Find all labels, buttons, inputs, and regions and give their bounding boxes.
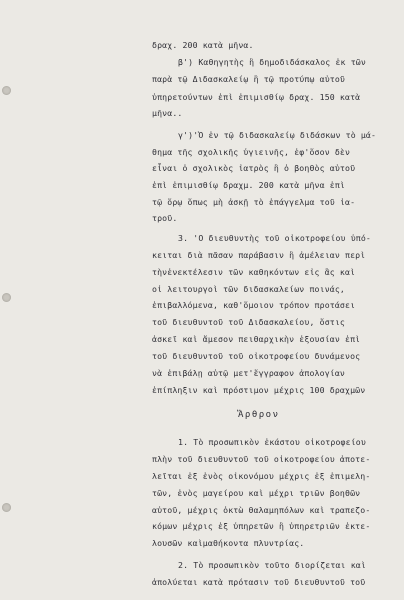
text-line: εἶναι ὁ σχολικὸς ἰατρὸς ἢ ὁ βοηθὸς αὐτοῦ [152,163,356,173]
text-line: τοῦ διευθυντοῦ τοῦ οἰκοτροφείου δυνάμενος [152,351,361,361]
punch-hole [2,86,11,95]
text-line: ὑπηρετούντων ἐπὶ ἐπιμισθίῳ δραχ. 150 κατὰ [152,92,361,102]
text-line: 3. 'Ο διευθυντὴς τοῦ οἰκοτροφείου ὑπό- [178,233,372,243]
text-line: νὰ ἐπιβάλῃ αὐτῷ μετ'ἔγγραφον ἀπολογίαν [152,368,346,378]
text-line: ἐπίπληξιν καὶ πρόστιμον μέχρις 100 δραχμῶν [152,385,366,395]
text-line: γ')'Ὁ ἐν τῷ διδασκαλείῳ διδάσκων τὸ μά- [178,130,377,140]
text-line: παρὰ τῷ Διδασκαλείῳ ἢ τῷ προτύπῳ αὐτοῦ [152,74,346,84]
text-line: δραχ. 200 κατὰ μῆνα. [152,40,254,50]
text-line: ἀπολύεται κατὰ πρότασιν τοῦ διευθυντοῦ τοῦ [152,577,366,587]
punch-hole [2,503,11,512]
text-line: β') Καθηγητὴς ἢ δημοδιδάσκαλος ἐκ τῶν [178,57,366,67]
text-line: μῆνα.. [152,108,183,118]
punch-hole [2,293,11,302]
text-line: οἱ λειτουργοὶ τῶν διδασκαλείων ποινάς, [152,284,346,294]
text-line: ἀσκεῖ καὶ ἄμεσον πειθαρχικὴν ἐξουσίαν ἐπὶ [152,334,361,344]
text-line: τὴνἐνεκτέλεσιν τῶν καθηκόντων εἰς ἃς καὶ [152,267,356,277]
text-line: τροῦ. [152,213,178,223]
text-line: ἐπὶ ἐπιμισθίῳ δραχμ. 200 κατὰ μῆνα ἐπὶ [152,180,346,190]
text-line: 2. Τὸ προσωπικὸν τοῦτο διορίζεται καὶ [178,560,366,570]
text-line: τῷ ὅρῳ ὅπως μὴ ἀσκῇ τὸ ἐπάγγελμα τοῦ ἰα- [152,197,356,207]
text-line: αὐτοῦ, μέχρις ὀκτὼ θαλαμηπόλων καὶ τραπεζο- [152,505,371,515]
text-line: κόμων μέχρις ἐξ ὑπηρετῶν ἢ ὑπηρετριῶν ἐκτε- [152,521,371,531]
text-line: ἐπιβαλλόμενα, καθ'ὅμοιον τρόπον προτάσει [152,300,356,310]
text-line: πλὴν τοῦ διευθυντοῦ τοῦ οἰκοτροφείου ἀποτε- [152,454,371,464]
text-line: 1. Τὸ προσωπικὸν ἑκάστου οἰκοτροφείου [178,437,366,447]
text-line: λουσῶν καὶμαθήκοντα πλυντρίας. [152,538,305,548]
article-heading: Ἄρθρον [238,410,280,420]
text-line: λεῖται ἐξ ἑνὸς οἰκονόμου μέχρις ἐξ ἐπιμελη- [152,471,371,481]
text-line: τοῦ διευθυντοῦ τοῦ Διδασκαλείου, ὅστις [152,317,346,327]
text-line: θημα τῆς σχολικῆς ὑγιεινῆς, ἐφ'ὅσον δὲν [152,147,351,157]
text-line: κειται διὰ πᾶσαν παράβασιν ἢ ἀμέλειαν περὶ [152,250,366,260]
text-line: τῶν, ἑνὸς μαγείρου καὶ μέχρι τριῶν βοηθῶν [152,488,361,498]
